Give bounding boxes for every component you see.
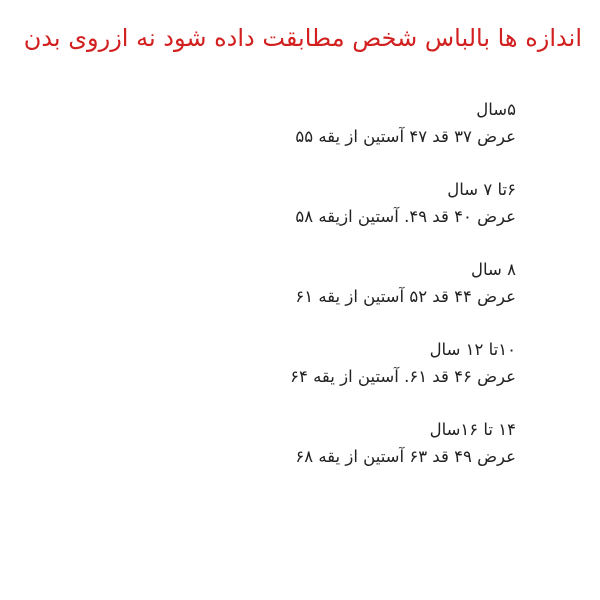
size-entry	[176, 336, 516, 390]
size-age-label: ۵سال	[476, 100, 516, 119]
size-measurements: عرض ۴۹ قد ۶۳ آستین از یقه ۶۸	[295, 447, 516, 466]
size-list	[176, 96, 516, 496]
size-age-label: ۸ سال	[471, 260, 516, 279]
size-entry	[176, 256, 516, 310]
size-entry	[176, 416, 516, 470]
size-measurements: عرض ۴۶ قد ۶۱. آستین از یقه ۶۴	[290, 367, 516, 386]
size-entry	[176, 176, 516, 230]
page-title: اندازه ها بالباس شخص مطابقت داده شود نه ازروی بدن	[23, 24, 582, 52]
size-age-label: ۱۴ تا ۱۶سال	[429, 420, 516, 439]
size-measurements: عرض ۳۷ قد ۴۷ آستین از یقه ۵۵	[295, 127, 516, 146]
size-age-label: ۱۰تا ۱۲ سال	[429, 340, 516, 359]
size-measurements: عرض ۴۴ قد ۵۲ آستین از یقه ۶۱	[295, 287, 516, 306]
size-measurements: عرض ۴۰ قد ۴۹. آستین ازیقه ۵۸	[295, 207, 516, 226]
size-age-label: ۶تا ۷ سال	[447, 180, 516, 199]
size-entry	[176, 96, 516, 150]
